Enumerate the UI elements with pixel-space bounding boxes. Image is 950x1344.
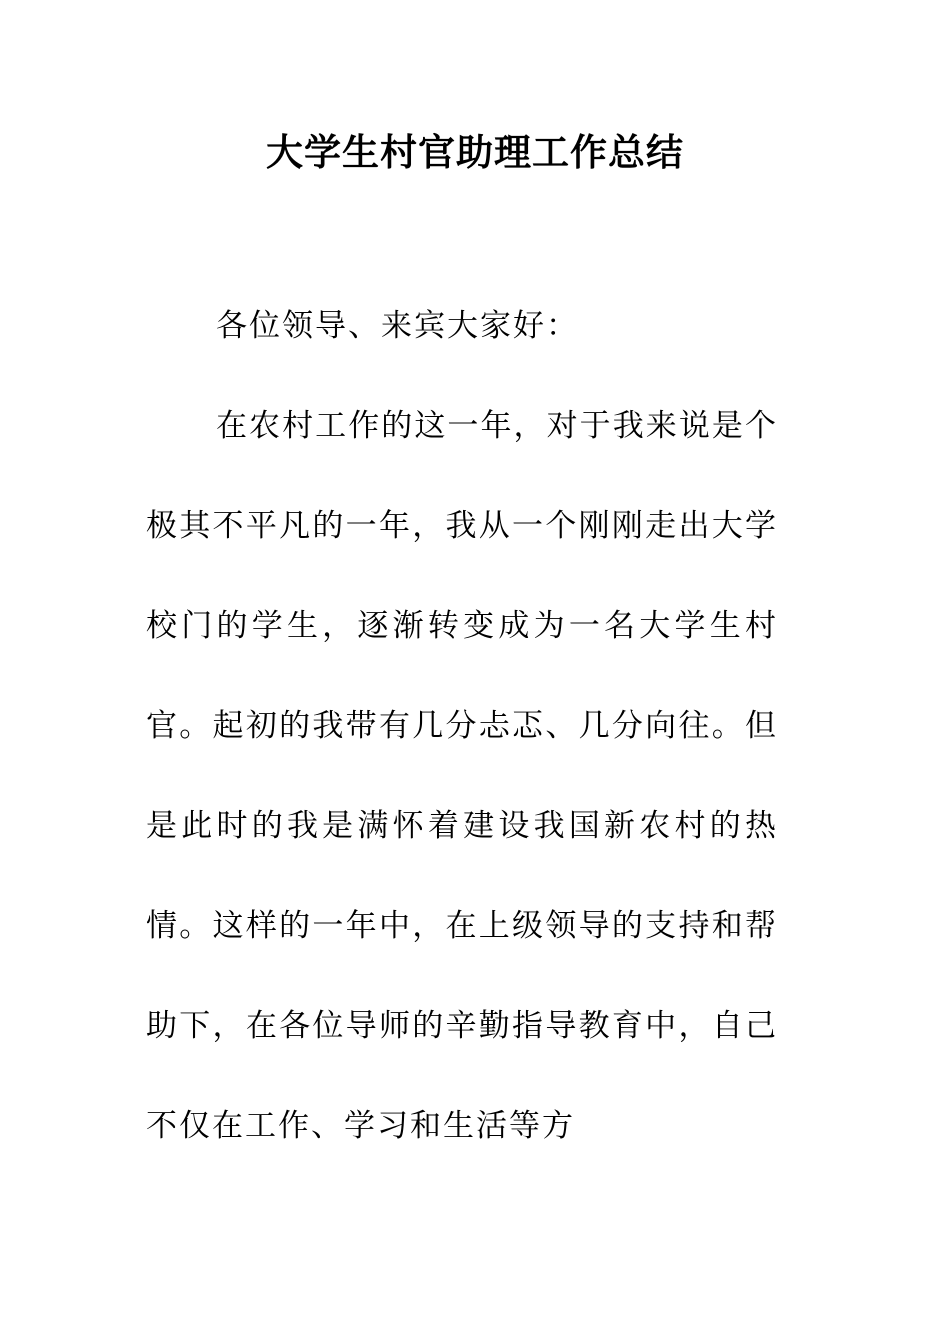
- greeting-paragraph: 各位领导、来宾大家好：: [216, 308, 579, 344]
- document-title: 大学生村官助理工作总结: [266, 131, 684, 174]
- body-paragraph: 在农村工作的这一年，对于我来说是个极其不平凡的一年，我从一个刚刚走出大学校门的学生，逐渐转变成为一名大学生村官。起初的我带有几分忐忑、几分向往。但是此时的我是满怀着建设我国新农村的热情。这样的一年中，在上级领导的支持和帮助下，在各位导师的辛勤指导教育中，自己不仅在工作、学习和生活等方: [146, 408, 778, 1144]
